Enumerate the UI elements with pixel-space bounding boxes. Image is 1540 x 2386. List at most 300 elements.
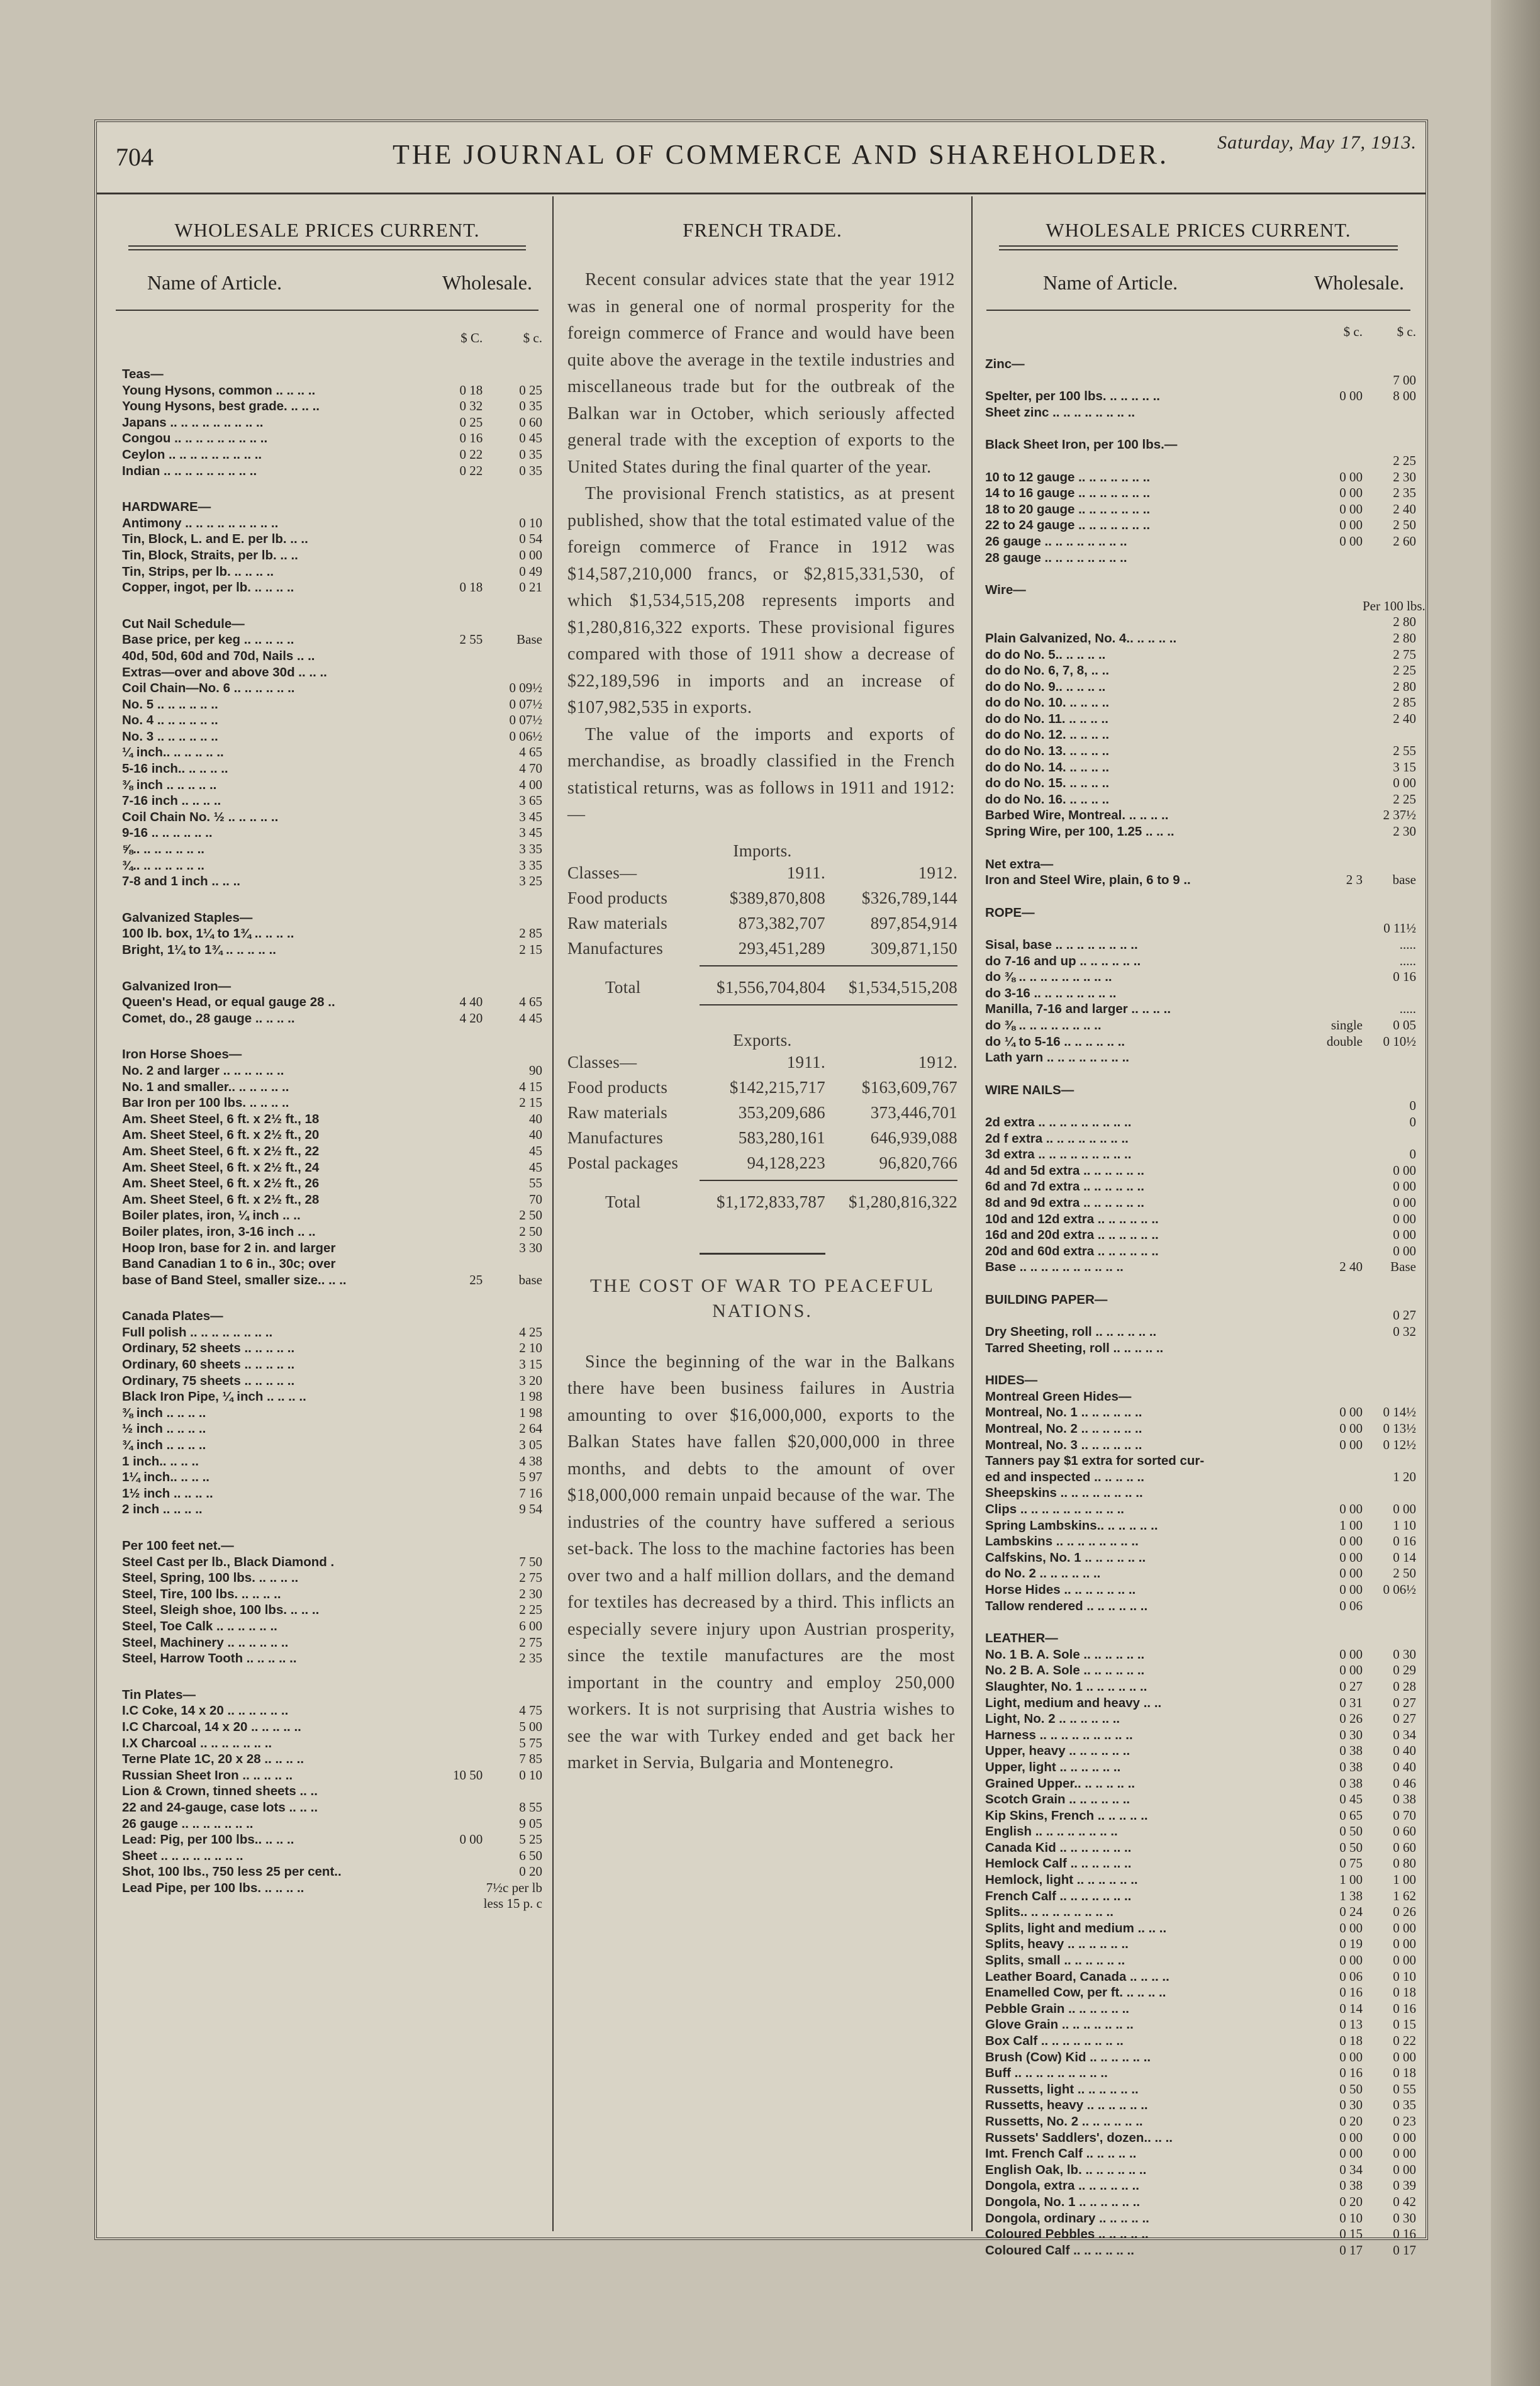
value-1911: $142,215,717 <box>729 1078 825 1097</box>
price-high <box>1363 1485 1416 1501</box>
total-1911: $1,556,704,804 <box>717 978 825 997</box>
price-high: 2 30 <box>1393 469 1416 484</box>
item-name: Lambskins .. .. .. .. .. .. .. .. <box>985 1534 1139 1549</box>
price-high: 2 80 <box>1393 630 1416 646</box>
price-row <box>122 1240 542 1257</box>
price-low <box>1306 969 1363 985</box>
price-high: 40 <box>529 1127 542 1143</box>
price-low: 0 00 <box>1339 1501 1363 1516</box>
middle-article-column <box>555 196 970 1777</box>
price-high: 0 10½ <box>1383 1033 1416 1049</box>
price-high: 0 16 <box>1393 2000 1416 2016</box>
paragraph: The value of the imports and exports of merchandise, as broadly classified in the French statistical returns, was as follows in 1911 and 1912:— <box>567 724 955 824</box>
issue-date: Saturday, May 17, 1913. <box>1217 132 1417 153</box>
price-row <box>985 1404 1417 1421</box>
item-name: Clips .. .. .. .. .. .. .. .. .. .. <box>985 1502 1124 1516</box>
item-name: Ceylon .. .. .. .. .. .. .. .. .. <box>122 447 262 462</box>
price-high: 40 <box>529 1111 542 1126</box>
price-low <box>1306 1001 1363 1017</box>
price-low: 0 50 <box>1339 2081 1363 2097</box>
price-low <box>401 1501 483 1518</box>
price-row <box>122 744 542 761</box>
price-row <box>985 2081 1417 2098</box>
item-name: 8d and 9d extra .. .. .. .. .. .. <box>985 1195 1144 1210</box>
price-row <box>122 1389 542 1405</box>
price-low: 1 00 <box>1339 1872 1363 1888</box>
item-name: Calfskins, No. 1 .. .. .. .. .. .. <box>985 1550 1146 1565</box>
item-name: do do No. 10. .. .. .. .. <box>985 695 1110 710</box>
table-header-row <box>567 1050 957 1075</box>
price-low: 0 18 <box>459 382 483 398</box>
item-name: Steel, Toe Calk .. .. .. .. .. .. <box>122 1618 277 1633</box>
item-name: Russetts, No. 2 .. .. .. .. .. .. <box>985 2114 1143 2129</box>
item-name: Lion & Crown, tinned sheets .. .. <box>122 1784 318 1799</box>
price-high: 0 60 <box>1393 1839 1416 1855</box>
price-low: 0 38 <box>1339 1743 1363 1759</box>
unit-label: $ c. <box>1343 324 1363 339</box>
price-high: 2 50 <box>1393 517 1416 533</box>
price-high: 9 05 <box>519 1815 542 1831</box>
item-name: 6d and 7d extra .. .. .. .. .. .. <box>985 1179 1144 1194</box>
item-name: Tin, Strips, per lb. .. .. .. .. <box>122 564 274 579</box>
price-row <box>122 1783 542 1800</box>
item-name: Lead: Pig, per 100 lbs.. .. .. .. <box>122 1832 294 1847</box>
price-low: double <box>1326 1033 1363 1049</box>
item-name: Splits, heavy .. .. .. .. .. .. <box>985 1937 1129 1952</box>
section-heading: BUILDING PAPER— <box>985 1292 1108 1307</box>
price-low <box>1306 1453 1363 1469</box>
price-high: 2 37½ <box>1383 807 1416 823</box>
item-name: Ordinary, 60 sheets .. .. .. .. .. <box>122 1357 295 1372</box>
price-high: 2 10 <box>519 1340 542 1356</box>
price-low <box>401 777 483 793</box>
class-name: Food products <box>567 1078 668 1097</box>
price-row <box>985 1565 1417 1582</box>
name-of-article-label: Name of Article. <box>147 271 282 294</box>
price-row <box>122 926 542 942</box>
cost-of-war-article <box>555 1349 970 1777</box>
price-row <box>985 743 1417 759</box>
item-name <box>985 921 1306 937</box>
price-high: 0 55 <box>1393 2081 1416 2097</box>
item-name: No. 2 and larger .. .. .. .. .. .. <box>122 1063 284 1078</box>
item-name: 2 inch .. .. .. .. <box>122 1502 203 1517</box>
price-low <box>1306 1324 1363 1340</box>
price-high <box>483 664 542 681</box>
price-row <box>985 647 1417 663</box>
price-low: 0 22 <box>459 462 483 478</box>
price-high: 0 00 <box>1393 2146 1416 2161</box>
price-row <box>122 761 542 777</box>
price-low: 0 38 <box>1339 1775 1363 1791</box>
price-high: 0 20 <box>519 1864 542 1879</box>
item-name: ⅜ inch .. .. .. .. <box>122 1405 206 1420</box>
item-name: Am. Sheet Steel, 6 ft. x 2½ ft., 20 <box>122 1128 320 1143</box>
price-high: 0 07½ <box>509 712 542 728</box>
item-name: Splits, light and medium .. .. .. <box>985 1920 1167 1935</box>
price-high <box>1363 1131 1416 1147</box>
item-name: Queen's Head, or equal gauge 28 .. <box>122 995 335 1010</box>
price-row <box>122 632 542 648</box>
price-row <box>985 1259 1417 1275</box>
header-underline <box>986 310 1410 311</box>
price-row <box>985 1872 1417 1888</box>
price-high: 0 54 <box>519 531 542 547</box>
price-low: 0 34 <box>1339 2161 1363 2177</box>
price-low <box>401 697 483 713</box>
price-high: 0 42 <box>1393 2193 1416 2209</box>
item-name <box>985 453 1306 469</box>
price-low <box>1306 1195 1363 1211</box>
price-high: 2 25 <box>1393 663 1416 678</box>
price-low <box>401 1719 483 1735</box>
item-name: 26 gauge .. .. .. .. .. .. .. .. <box>985 534 1127 549</box>
price-high: 2 30 <box>1393 824 1416 839</box>
price-low <box>401 1325 483 1341</box>
price-low: 2 3 <box>1346 872 1363 888</box>
price-high: 1 20 <box>1393 1469 1416 1484</box>
item-name: Ordinary, 75 sheets .. .. .. .. .. <box>122 1373 295 1388</box>
total-1911: $1,172,833,787 <box>717 1192 825 1211</box>
price-high: 8 55 <box>519 1799 542 1815</box>
price-low <box>1306 453 1363 469</box>
price-row <box>122 1602 542 1618</box>
item-name: Leather Board, Canada .. .. .. .. <box>985 1969 1169 1984</box>
table-row <box>567 911 957 936</box>
price-row <box>985 711 1417 727</box>
item-name: No. 4 .. .. .. .. .. .. <box>122 713 218 728</box>
price-row <box>122 1079 542 1095</box>
item-name: No. 1 B. A. Sole .. .. .. .. .. .. <box>985 1647 1145 1662</box>
price-row <box>122 777 542 793</box>
price-low <box>401 1340 483 1357</box>
item-name: 20d and 60d extra .. .. .. .. .. .. <box>985 1243 1159 1258</box>
price-row <box>122 1469 542 1486</box>
price-row <box>985 2065 1417 2081</box>
price-row <box>985 1485 1417 1501</box>
price-row <box>122 1256 542 1272</box>
price-high: 0 00 <box>1393 1920 1416 1935</box>
price-row <box>985 1050 1417 1066</box>
item-name: Enamelled Cow, per ft. .. .. .. .. <box>985 1985 1166 2000</box>
paragraph: Since the beginning of the war in the Balkans there have been business failures in Austria amounting to over $16,000,000, exports to the Balkan States have fallen $20,000,000 in three months, and debts to the amount of over $18,000,000 remain unpaid because of the war. The industries of the country have suffered a serious set-back. The loss to the machine factories has been over two and a half million dollars, and the demand for textiles has decreased by a third. This inflicts an especially severe injury upon Austrian prosperity, since the textile manufactures are the most important in the country and employ 250,000 workers. It is not surprising that Austria wishes to see the war with Turkey ended and get back her market in Servia, Bulgaria and Montenegro. <box>567 1352 955 1773</box>
item-name: Russetts, light .. .. .. .. .. .. <box>985 2081 1139 2097</box>
price-high <box>1363 1598 1416 1615</box>
price-low <box>401 1224 483 1240</box>
price-low: 0 06 <box>1339 1968 1363 1984</box>
price-high: 2 75 <box>519 1570 542 1586</box>
price-row <box>985 1647 1417 1663</box>
price-low: 0 20 <box>1339 2113 1363 2129</box>
total-1912: $1,534,515,208 <box>849 978 957 997</box>
price-row <box>985 872 1417 888</box>
price-row <box>985 1179 1417 1195</box>
price-row <box>122 1405 542 1421</box>
price-high: 0 13½ <box>1383 1421 1416 1437</box>
price-high: 0 17 <box>1393 2242 1416 2258</box>
class-name: Raw materials <box>567 914 668 933</box>
price-high: 0 12½ <box>1383 1437 1416 1452</box>
price-row <box>985 1308 1417 1324</box>
item-name: French Calf .. .. .. .. .. .. .. <box>985 1888 1132 1903</box>
price-high <box>1363 550 1416 566</box>
item-name: Congou .. .. .. .. .. .. .. .. .. <box>122 431 268 446</box>
item-name: Am. Sheet Steel, 6 ft. x 2½ ft., 26 <box>122 1176 320 1191</box>
price-row <box>985 2194 1417 2210</box>
item-name: 1 inch.. .. .. .. <box>122 1453 199 1469</box>
item-name: do ⅜ .. .. .. .. .. .. .. .. .. <box>985 970 1112 985</box>
price-row <box>985 1550 1417 1566</box>
item-name: ⅜ inch .. .. .. .. .. <box>122 777 217 792</box>
price-high: ..... <box>1399 1001 1416 1017</box>
price-high: 0 14 <box>1393 1549 1416 1565</box>
price-low <box>401 1111 483 1128</box>
price-row <box>985 1389 1417 1405</box>
price-low: 0 10 <box>1339 2210 1363 2226</box>
item-name: Steel, Sleigh shoe, 100 lbs. .. .. .. <box>122 1603 320 1618</box>
price-low <box>1306 1389 1363 1405</box>
price-low: 0 00 <box>1339 1646 1363 1662</box>
item-name: I.C Coke, 14 x 20 .. .. .. .. .. .. <box>122 1703 289 1718</box>
price-row <box>122 680 542 697</box>
price-row <box>985 2049 1417 2066</box>
price-row <box>122 994 542 1011</box>
price-row <box>985 614 1417 630</box>
left-column-title: WHOLESALE PRICES CURRENT. <box>174 219 480 241</box>
price-high: 0 <box>1409 1114 1416 1129</box>
price-low <box>1306 775 1363 792</box>
price-row <box>985 534 1417 550</box>
wholesale-label: Wholesale. <box>442 271 532 294</box>
item-name: Sheet zinc .. .. .. .. .. .. .. .. <box>985 405 1135 420</box>
year-1912: 1912. <box>918 863 957 882</box>
price-row <box>122 1650 542 1667</box>
price-high: 0 35 <box>519 462 542 478</box>
price-row <box>985 517 1417 534</box>
item-name: Hoop Iron, base for 2 in. and larger <box>122 1240 336 1255</box>
price-low <box>1306 1227 1363 1243</box>
price-low <box>401 564 483 580</box>
class-name: Raw materials <box>567 1103 668 1122</box>
item-name: Hemlock Calf .. .. .. .. .. .. <box>985 1856 1132 1871</box>
item-name: do do No. 12. .. .. .. .. <box>985 727 1110 742</box>
item-name: do ¼ to 5-16 .. .. .. .. .. .. <box>985 1034 1125 1049</box>
price-row <box>122 648 542 664</box>
total-label: Total <box>605 1192 641 1211</box>
price-low: 0 14 <box>1339 2000 1363 2016</box>
price-row <box>122 1735 542 1752</box>
article-separator <box>700 1253 825 1255</box>
price-high: 0 39 <box>1393 2178 1416 2193</box>
french-trade-title: FRENCH TRADE. <box>683 219 842 241</box>
item-name: Terne Plate 1C, 20 x 28 .. .. .. .. <box>122 1752 304 1767</box>
price-high: 0 00 <box>1393 2049 1416 2064</box>
item-name: Splits, small .. .. .. .. .. .. <box>985 1953 1125 1968</box>
class-name: Postal packages <box>567 1153 679 1172</box>
price-low: 0 75 <box>1339 1856 1363 1871</box>
price-low: 0 15 <box>1339 2226 1363 2242</box>
price-low <box>401 942 483 958</box>
price-low: 0 00 <box>1339 517 1363 533</box>
price-row <box>985 1823 1417 1840</box>
price-row <box>985 1195 1417 1211</box>
price-row <box>985 388 1417 405</box>
sum-rule <box>700 965 957 966</box>
price-low <box>401 1650 483 1667</box>
imports-title: Imports. <box>733 841 792 860</box>
item-name: I.X Charcoal .. .. .. .. .. .. .. <box>122 1735 272 1750</box>
price-high: 0 05 <box>1393 1017 1416 1033</box>
table-row <box>567 1126 957 1151</box>
price-high: 9 54 <box>519 1501 542 1517</box>
price-low <box>401 1735 483 1752</box>
price-low: 0 16 <box>1339 1985 1363 2000</box>
price-high: 0 15 <box>1393 2017 1416 2032</box>
item-name: Boiler plates, iron, ¼ inch .. .. <box>122 1208 301 1223</box>
item-name: 28 gauge .. .. .. .. .. .. .. .. <box>985 550 1127 565</box>
price-high: 7 50 <box>519 1554 542 1569</box>
newspaper-page <box>94 120 1428 2258</box>
price-low: 0 00 <box>1339 2146 1363 2161</box>
price-low <box>401 1800 483 1816</box>
value-1912: 897,854,914 <box>870 914 957 933</box>
price-high: 3 35 <box>519 841 542 857</box>
price-low <box>401 648 483 664</box>
price-low <box>401 547 483 564</box>
price-high: 0 80 <box>1393 1856 1416 1871</box>
item-name: I.C Charcoal, 14 x 20 .. .. .. .. .. <box>122 1719 301 1734</box>
price-row <box>985 630 1417 647</box>
page-number: 704 <box>116 143 153 171</box>
price-low: 0 00 <box>1339 1565 1363 1581</box>
price-row <box>122 841 542 858</box>
price-high <box>1363 405 1416 421</box>
item-name: 22 and 24-gauge, case lots .. .. .. <box>122 1800 318 1815</box>
price-high: 0 35 <box>519 446 542 462</box>
price-low: 0 16 <box>1339 2065 1363 2081</box>
item-name: Sisal, base .. .. .. .. .. .. .. .. <box>985 938 1138 952</box>
price-low <box>1306 1243 1363 1260</box>
price-row <box>985 1856 1417 1872</box>
price-row <box>985 1695 1417 1711</box>
price-low: 0 50 <box>1339 1823 1363 1839</box>
value-1911: 583,280,161 <box>738 1128 825 1147</box>
price-high: 55 <box>529 1175 542 1191</box>
price-low <box>401 515 483 532</box>
price-low: 0 00 <box>1339 1533 1363 1549</box>
price-high: 2 85 <box>1393 695 1416 710</box>
section-heading: Net extra— <box>985 856 1054 871</box>
price-row <box>985 2001 1417 2017</box>
price-row <box>122 793 542 809</box>
price-high: 2 40 <box>1393 501 1416 517</box>
price-row <box>122 564 542 580</box>
item-name: Coil Chain—No. 6 .. .. .. .. .. .. <box>122 681 295 696</box>
price-high: 0 30 <box>1393 2210 1416 2226</box>
price-high: 1 10 <box>1393 1517 1416 1533</box>
item-name: do No. 2 .. .. .. .. .. .. <box>985 1566 1101 1581</box>
price-low <box>401 825 483 841</box>
price-high: 0 00 <box>1393 1936 1416 1952</box>
price-high: 5 25 <box>519 1832 542 1847</box>
price-low <box>401 1127 483 1143</box>
price-high: 0 10 <box>519 515 542 530</box>
price-high: 1 62 <box>1393 1888 1416 1903</box>
item-name: 9-16 .. .. .. .. .. .. <box>122 826 213 841</box>
price-high: 2 64 <box>519 1421 542 1437</box>
class-name: Food products <box>567 888 668 907</box>
item-name: do do No. 9.. .. .. .. .. <box>985 679 1106 694</box>
price-row <box>985 1840 1417 1856</box>
price-high: 0 16 <box>1393 1533 1416 1549</box>
price-low: 2 40 <box>1339 1259 1363 1275</box>
item-name <box>985 614 1306 630</box>
item-name <box>985 372 1306 389</box>
price-low <box>1306 405 1363 421</box>
price-low <box>401 1586 483 1603</box>
price-row <box>122 1325 542 1341</box>
item-name: ½ inch .. .. .. .. <box>122 1421 206 1437</box>
year-1912: 1912. <box>918 1053 957 1072</box>
item-name: Young Hysons, common .. .. .. .. <box>122 383 316 398</box>
price-high: 4 75 <box>519 1703 542 1718</box>
price-row <box>985 1985 1417 2001</box>
price-high: ..... <box>1399 937 1416 952</box>
value-1912: $326,789,144 <box>861 888 957 907</box>
item-name: ¾.. .. .. .. .. .. .. <box>122 858 205 873</box>
price-row <box>122 1896 542 1912</box>
price-high: 0 45 <box>519 430 542 446</box>
price-high: 0 21 <box>519 580 542 595</box>
price-high: 3 30 <box>519 1240 542 1255</box>
price-row <box>985 453 1417 469</box>
section-heading: Wire— <box>985 583 1026 598</box>
double-rule <box>999 245 1398 250</box>
price-row <box>985 2162 1417 2178</box>
item-name: Grained Upper.. .. .. .. .. .. <box>985 1776 1135 1791</box>
section-heading: Galvanized Staples— <box>122 910 253 925</box>
left-column-header <box>103 254 551 305</box>
price-row <box>985 372 1417 389</box>
price-low: 10 50 <box>453 1767 483 1783</box>
price-row <box>985 405 1417 421</box>
item-name: do 3-16 .. .. .. .. .. .. .. .. <box>985 985 1117 1000</box>
price-high: 0 00 <box>1393 1243 1416 1258</box>
price-high: 4 00 <box>519 776 542 792</box>
price-high: 0 00 <box>1393 1211 1416 1226</box>
item-name: Am. Sheet Steel, 6 ft. x 2½ ft., 18 <box>122 1111 320 1126</box>
item-name: Black Iron Pipe, ¼ inch .. .. .. .. <box>122 1389 306 1404</box>
page-header <box>97 130 1426 186</box>
value-1911: 293,451,289 <box>738 939 825 958</box>
item-name: Tanners pay $1 extra for sorted cur- <box>985 1453 1205 1469</box>
price-row <box>122 515 542 532</box>
price-row <box>122 942 542 958</box>
value-1911: 353,209,686 <box>738 1103 825 1122</box>
price-low: 0 30 <box>1339 1727 1363 1742</box>
price-row <box>122 1816 542 1832</box>
price-high: 0 40 <box>1393 1743 1416 1759</box>
price-low <box>401 1373 483 1389</box>
price-row <box>122 1554 542 1571</box>
price-low: 0 00 <box>1339 533 1363 549</box>
price-high: 1 00 <box>1393 1872 1416 1888</box>
item-name: 100 lb. box, 1¼ to 1¾ .. .. .. .. <box>122 926 294 941</box>
item-name: Iron and Steel Wire, plain, 6 to 9 .. <box>985 873 1191 888</box>
price-high: 0 00 <box>1393 1179 1416 1194</box>
item-name: Ordinary, 52 sheets .. .. .. .. .. <box>122 1341 295 1356</box>
item-name: Steel, Tire, 100 lbs. .. .. .. .. <box>122 1586 281 1601</box>
